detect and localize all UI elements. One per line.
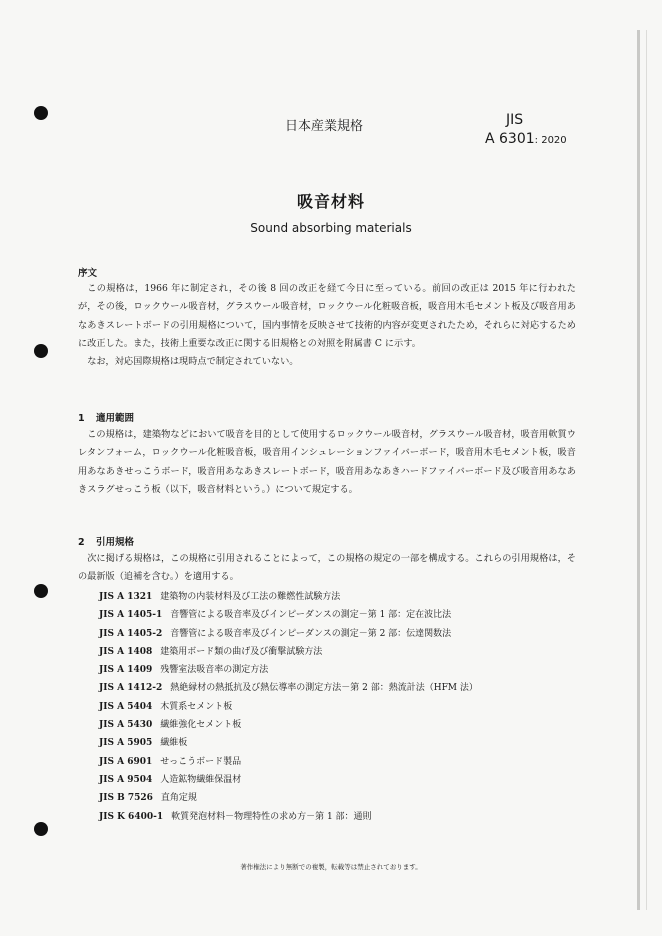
section-2-title: 引用規格: [96, 537, 135, 548]
reference-code: JIS A 1405-2: [99, 628, 163, 639]
reference-item: [99, 698, 478, 716]
reference-title: 繊維強化セメント板: [160, 720, 242, 731]
section-1-body: [78, 426, 576, 499]
section-1-paragraph: この規格は，建築物などにおいて吸音を目的として使用するロックウール吸音材，グラスウール吸音材，吸音用軟質ウレタンフォーム，ロックウール化粧吸音板，吸音用インシュレーションファイバーボード，吸音用木毛セメント板，吸音用あなあきせっこうボード，吸音用あなあきスレートボード，吸音用あなあきハードファイバーボード及び吸音用あなあきスラグせっこう板（以下，吸音材料という。）について規定する。: [78, 429, 576, 495]
section-2-paragraph: 次に掲げる規格は，この規格に引用されることによって，この規格の規定の一部を構成する。これらの引用規格は，その最新版（追補を含む。）を適用する。: [78, 553, 576, 583]
scan-edge-line: [637, 30, 640, 910]
section-2-body: [78, 550, 576, 587]
preface-paragraph: なお，対応国際規格は現時点で制定されていない。: [87, 356, 299, 368]
section-2-number: 2: [78, 537, 85, 548]
reference-item: [99, 789, 478, 807]
reference-title: 繊維板: [160, 738, 188, 749]
punch-hole-icon: [34, 584, 48, 598]
reference-title: 熱絶縁材の熱抵抗及び熱伝導率の測定方法－第 2 部：熱流計法（HFM 法）: [170, 683, 478, 694]
reference-item: [99, 753, 478, 771]
reference-title: 軟質発泡材料－物理特性の求め方－第 1 部：通則: [171, 811, 372, 822]
section-1-title: 適用範囲: [96, 413, 135, 424]
copyright-notice: 著作権法により無断での複製，転載等は禁止されております。: [240, 863, 422, 871]
reference-title: せっこうボード製品: [160, 756, 242, 767]
reference-code: JIS A 1321: [99, 592, 153, 602]
reference-title: 建築物の内装材料及び工法の難燃性試験方法: [160, 592, 341, 602]
reference-item: [99, 734, 478, 752]
section-1-number: 1: [78, 413, 85, 424]
reference-code: JIS A 9504: [99, 774, 153, 785]
standard-number: [485, 131, 567, 147]
standard-number-main: A 6301: [485, 131, 535, 147]
reference-title: 音響管による吸音率及びインピーダンスの測定－第 1 部：定在波比法: [170, 610, 452, 621]
section-2-heading: [78, 534, 134, 548]
reference-item: [99, 716, 478, 734]
reference-list: [99, 588, 478, 826]
reference-title: 人造鉱物繊維保温材: [160, 774, 242, 785]
punch-hole-icon: [34, 822, 48, 836]
reference-item: [99, 679, 478, 697]
reference-code: JIS A 1412-2: [99, 683, 163, 694]
page-subtitle: Sound absorbing materials: [250, 221, 412, 235]
reference-code: JIS A 1409: [99, 665, 153, 676]
reference-title: 残響室法吸音率の測定方法: [160, 665, 269, 676]
punch-hole-icon: [34, 344, 48, 358]
reference-code: JIS A 5430: [99, 720, 153, 731]
reference-code: JIS A 5404: [99, 701, 153, 712]
standard-body-label: 日本産業規格: [285, 119, 364, 134]
jis-label: JIS: [506, 112, 524, 128]
reference-code: JIS A 6901: [99, 756, 153, 767]
reference-title: 直角定規: [160, 793, 197, 804]
reference-code: JIS A 1408: [99, 646, 153, 657]
reference-item: [99, 625, 478, 643]
reference-code: JIS A 5905: [99, 738, 153, 749]
reference-item: [99, 606, 478, 624]
reference-item: [99, 808, 478, 826]
reference-item: [99, 643, 478, 661]
section-1-heading: [78, 410, 134, 424]
reference-code: JIS K 6400-1: [99, 811, 164, 822]
reference-title: 建築用ボード類の曲げ及び衝撃試験方法: [160, 646, 323, 657]
reference-title: 木質系セメント板: [160, 701, 233, 712]
scan-edge-line: [646, 30, 647, 910]
preface-paragraph: この規格は，1966 年に制定され，その後 8 回の改正を経て今日に至っている。前回の改正は 2015 年に行われたが，その後，ロックウール吸音材，グラスウール吸音材，ロックウール化粧吸音板，吸音用木毛セメント板及び吸音用あなあきスレートボードの引用規格について，国内事情を反映させて技術的内容が変更されたため，それらに対応するために改正した。また，技術上重要な改正に関する旧規格との対照を附属書 C に示す。: [78, 283, 576, 349]
punch-hole-icon: [34, 106, 48, 120]
page-title: 吸音材料: [296, 192, 365, 211]
reference-code: JIS A 1405-1: [99, 610, 163, 621]
preface-body: [78, 280, 576, 371]
reference-title: 音響管による吸音率及びインピーダンスの測定－第 2 部：伝達関数法: [170, 628, 452, 639]
preface-heading: 序文: [78, 268, 98, 279]
reference-code: JIS B 7526: [99, 793, 153, 804]
standard-year: : 2020: [534, 135, 567, 146]
reference-item: [99, 588, 478, 606]
reference-item: [99, 661, 478, 679]
reference-item: [99, 771, 478, 789]
